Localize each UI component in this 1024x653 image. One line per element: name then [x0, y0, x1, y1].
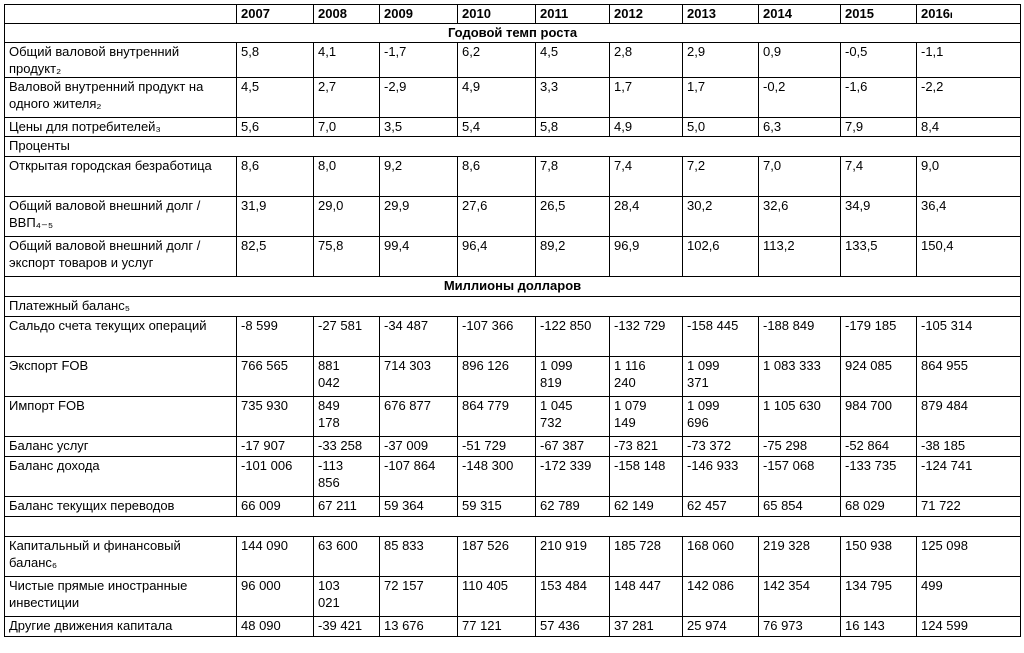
value-cell-2009: -37 009 — [380, 437, 458, 457]
value-cell-2010: 27,6 — [458, 197, 536, 237]
value-cell-2012: 62 149 — [610, 497, 683, 517]
value-cell-2015: 133,5 — [841, 237, 917, 277]
value-cell-2014: 32,6 — [759, 197, 841, 237]
value-cell-2010: 4,9 — [458, 78, 536, 118]
value-cell-2009: -34 487 — [380, 317, 458, 357]
value-cell-2015: 34,9 — [841, 197, 917, 237]
year-header-2016: 2016ₗ — [917, 5, 1021, 24]
value-cell-2014: 6,3 — [759, 118, 841, 137]
value-cell-2009: -107 864 — [380, 457, 458, 497]
group-label-row — [5, 297, 1021, 317]
value-cell-2016: 150,4 — [917, 237, 1021, 277]
economic-indicators-table — [4, 4, 1021, 637]
value-cell-2008: 8,0 — [314, 157, 380, 197]
value-cell-2013: 168 060 — [683, 537, 759, 577]
value-cell-2013: 102,6 — [683, 237, 759, 277]
value-cell-2015: -1,6 — [841, 78, 917, 118]
value-cell-2010: 6,2 — [458, 43, 536, 78]
value-cell-2007: 31,9 — [237, 197, 314, 237]
year-header-2009: 2009 — [380, 5, 458, 24]
value-cell-2009: 13 676 — [380, 617, 458, 637]
value-cell-2015: 7,9 — [841, 118, 917, 137]
value-cell-2014: 219 328 — [759, 537, 841, 577]
value-cell-2011: 26,5 — [536, 197, 610, 237]
value-cell-2012: 148 447 — [610, 577, 683, 617]
row-label: Открытая городская безработица — [5, 157, 237, 197]
table-row — [5, 237, 1021, 277]
value-cell-2015: 16 143 — [841, 617, 917, 637]
value-cell-2010: -148 300 — [458, 457, 536, 497]
value-cell-2013: 62 457 — [683, 497, 759, 517]
value-cell-2011: 210 919 — [536, 537, 610, 577]
year-header-2014: 2014 — [759, 5, 841, 24]
value-cell-2012: -132 729 — [610, 317, 683, 357]
value-cell-2016: -124 741 — [917, 457, 1021, 497]
value-cell-2010: 59 315 — [458, 497, 536, 517]
value-cell-2009: 9,2 — [380, 157, 458, 197]
group-label: Платежный баланс₅ — [5, 297, 1021, 317]
value-cell-2009: 59 364 — [380, 497, 458, 517]
value-cell-2012: 185 728 — [610, 537, 683, 577]
value-cell-2011: -172 339 — [536, 457, 610, 497]
value-cell-2013: 7,2 — [683, 157, 759, 197]
value-cell-2014: -188 849 — [759, 317, 841, 357]
value-cell-2014: -75 298 — [759, 437, 841, 457]
year-header-2011: 2011 — [536, 5, 610, 24]
value-cell-2011: 5,8 — [536, 118, 610, 137]
value-cell-2009: 99,4 — [380, 237, 458, 277]
table-row — [5, 397, 1021, 437]
row-label: Экспорт FOB — [5, 357, 237, 397]
value-cell-2013: 30,2 — [683, 197, 759, 237]
row-label: Общий валовой внешний долг / экспорт товаров и услуг — [5, 237, 237, 277]
value-cell-2011: 153 484 — [536, 577, 610, 617]
table-row — [5, 78, 1021, 118]
value-cell-2009: 85 833 — [380, 537, 458, 577]
table-row — [5, 437, 1021, 457]
value-cell-2016: 125 098 — [917, 537, 1021, 577]
group-label: Проценты — [5, 137, 1021, 157]
value-cell-2009: 676 877 — [380, 397, 458, 437]
year-header-2010: 2010 — [458, 5, 536, 24]
table-row — [5, 43, 1021, 78]
section-header-row — [5, 24, 1021, 43]
row-label: Баланс дохода — [5, 457, 237, 497]
row-label: Цены для потребителей₃ — [5, 118, 237, 137]
value-cell-2015: 984 700 — [841, 397, 917, 437]
value-cell-2015: 134 795 — [841, 577, 917, 617]
value-cell-2014: 142 354 — [759, 577, 841, 617]
value-cell-2016: 9,0 — [917, 157, 1021, 197]
value-cell-2014: 113,2 — [759, 237, 841, 277]
document-page — [4, 4, 1021, 637]
value-cell-2013: -73 372 — [683, 437, 759, 457]
table-row — [5, 197, 1021, 237]
value-cell-2013: 25 974 — [683, 617, 759, 637]
value-cell-2010: 187 526 — [458, 537, 536, 577]
header-corner — [5, 5, 237, 24]
value-cell-2009: 29,9 — [380, 197, 458, 237]
value-cell-2013: 1 099 696 — [683, 397, 759, 437]
value-cell-2010: 77 121 — [458, 617, 536, 637]
value-cell-2007: -8 599 — [237, 317, 314, 357]
value-cell-2008: 75,8 — [314, 237, 380, 277]
table-row — [5, 497, 1021, 517]
value-cell-2016: -1,1 — [917, 43, 1021, 78]
value-cell-2009: 3,5 — [380, 118, 458, 137]
value-cell-2011: 3,3 — [536, 78, 610, 118]
table-row — [5, 617, 1021, 637]
value-cell-2010: 864 779 — [458, 397, 536, 437]
value-cell-2010: 896 126 — [458, 357, 536, 397]
value-cell-2013: 1,7 — [683, 78, 759, 118]
value-cell-2012: 4,9 — [610, 118, 683, 137]
value-cell-2011: 7,8 — [536, 157, 610, 197]
value-cell-2008: 4,1 — [314, 43, 380, 78]
value-cell-2013: 2,9 — [683, 43, 759, 78]
value-cell-2008: 7,0 — [314, 118, 380, 137]
value-cell-2009: -2,9 — [380, 78, 458, 118]
value-cell-2010: -51 729 — [458, 437, 536, 457]
value-cell-2016: -105 314 — [917, 317, 1021, 357]
value-cell-2016: 71 722 — [917, 497, 1021, 517]
value-cell-2012: 1,7 — [610, 78, 683, 118]
value-cell-2014: -0,2 — [759, 78, 841, 118]
value-cell-2008: -27 581 — [314, 317, 380, 357]
group-label-row — [5, 137, 1021, 157]
value-cell-2007: -101 006 — [237, 457, 314, 497]
year-header-2015: 2015 — [841, 5, 917, 24]
row-label: Баланс текущих переводов — [5, 497, 237, 517]
value-cell-2009: -1,7 — [380, 43, 458, 78]
value-cell-2008: -33 258 — [314, 437, 380, 457]
value-cell-2011: 4,5 — [536, 43, 610, 78]
value-cell-2007: 96 000 — [237, 577, 314, 617]
value-cell-2007: 8,6 — [237, 157, 314, 197]
value-cell-2008: 881 042 — [314, 357, 380, 397]
value-cell-2015: 924 085 — [841, 357, 917, 397]
year-header-2007: 2007 — [237, 5, 314, 24]
value-cell-2008: 67 211 — [314, 497, 380, 517]
row-label: Общий валовой внутренний продукт₂ — [5, 43, 237, 78]
value-cell-2010: 5,4 — [458, 118, 536, 137]
value-cell-2014: 65 854 — [759, 497, 841, 517]
value-cell-2011: 57 436 — [536, 617, 610, 637]
value-cell-2012: -158 148 — [610, 457, 683, 497]
value-cell-2016: 8,4 — [917, 118, 1021, 137]
value-cell-2011: 62 789 — [536, 497, 610, 517]
empty-cell — [5, 517, 1021, 537]
value-cell-2011: 1 045 732 — [536, 397, 610, 437]
value-cell-2008: 63 600 — [314, 537, 380, 577]
row-label: Баланс услуг — [5, 437, 237, 457]
value-cell-2007: 144 090 — [237, 537, 314, 577]
value-cell-2015: -52 864 — [841, 437, 917, 457]
value-cell-2011: 89,2 — [536, 237, 610, 277]
value-cell-2007: 735 930 — [237, 397, 314, 437]
value-cell-2007: 5,8 — [237, 43, 314, 78]
value-cell-2012: 1 116 240 — [610, 357, 683, 397]
value-cell-2014: 1 083 333 — [759, 357, 841, 397]
value-cell-2012: 2,8 — [610, 43, 683, 78]
row-label: Импорт FOB — [5, 397, 237, 437]
value-cell-2015: -179 185 — [841, 317, 917, 357]
value-cell-2014: -157 068 — [759, 457, 841, 497]
value-cell-2010: 8,6 — [458, 157, 536, 197]
value-cell-2007: 766 565 — [237, 357, 314, 397]
table-row — [5, 157, 1021, 197]
value-cell-2007: 82,5 — [237, 237, 314, 277]
value-cell-2009: 72 157 — [380, 577, 458, 617]
value-cell-2011: -67 387 — [536, 437, 610, 457]
value-cell-2008: 849 178 — [314, 397, 380, 437]
section-title: Миллионы долларов — [5, 277, 1021, 297]
value-cell-2012: 96,9 — [610, 237, 683, 277]
value-cell-2013: 142 086 — [683, 577, 759, 617]
value-cell-2012: 37 281 — [610, 617, 683, 637]
row-label: Общий валовой внешний долг / ВВП₄₋₅ — [5, 197, 237, 237]
section-header-row — [5, 277, 1021, 297]
section-title: Годовой темп роста — [5, 24, 1021, 43]
value-cell-2013: 5,0 — [683, 118, 759, 137]
row-label: Чистые прямые иностранные инвестиции — [5, 577, 237, 617]
value-cell-2012: -73 821 — [610, 437, 683, 457]
value-cell-2011: -122 850 — [536, 317, 610, 357]
row-label: Другие движения капитала — [5, 617, 237, 637]
value-cell-2012: 1 079 149 — [610, 397, 683, 437]
year-header-2012: 2012 — [610, 5, 683, 24]
value-cell-2008: -39 421 — [314, 617, 380, 637]
value-cell-2014: 7,0 — [759, 157, 841, 197]
value-cell-2013: 1 099 371 — [683, 357, 759, 397]
value-cell-2012: 7,4 — [610, 157, 683, 197]
value-cell-2016: 864 955 — [917, 357, 1021, 397]
year-header-2013: 2013 — [683, 5, 759, 24]
value-cell-2007: 5,6 — [237, 118, 314, 137]
empty-row — [5, 517, 1021, 537]
value-cell-2007: 48 090 — [237, 617, 314, 637]
row-label: Капитальный и финансовый баланс₆ — [5, 537, 237, 577]
value-cell-2015: 150 938 — [841, 537, 917, 577]
table-row — [5, 577, 1021, 617]
header-row — [5, 5, 1021, 24]
value-cell-2014: 0,9 — [759, 43, 841, 78]
value-cell-2007: -17 907 — [237, 437, 314, 457]
row-label: Валовой внутренний продукт на одного жителя₂ — [5, 78, 237, 118]
year-header-2008: 2008 — [314, 5, 380, 24]
table-row — [5, 317, 1021, 357]
table-row — [5, 537, 1021, 577]
value-cell-2010: 110 405 — [458, 577, 536, 617]
value-cell-2015: -133 735 — [841, 457, 917, 497]
value-cell-2011: 1 099 819 — [536, 357, 610, 397]
table-row — [5, 457, 1021, 497]
value-cell-2015: -0,5 — [841, 43, 917, 78]
value-cell-2008: 2,7 — [314, 78, 380, 118]
value-cell-2016: 879 484 — [917, 397, 1021, 437]
value-cell-2007: 66 009 — [237, 497, 314, 517]
value-cell-2016: 124 599 — [917, 617, 1021, 637]
value-cell-2010: -107 366 — [458, 317, 536, 357]
value-cell-2007: 4,5 — [237, 78, 314, 118]
value-cell-2009: 714 303 — [380, 357, 458, 397]
value-cell-2010: 96,4 — [458, 237, 536, 277]
value-cell-2016: 499 — [917, 577, 1021, 617]
value-cell-2015: 7,4 — [841, 157, 917, 197]
value-cell-2013: -158 445 — [683, 317, 759, 357]
value-cell-2008: -113 856 — [314, 457, 380, 497]
value-cell-2014: 1 105 630 — [759, 397, 841, 437]
value-cell-2013: -146 933 — [683, 457, 759, 497]
value-cell-2015: 68 029 — [841, 497, 917, 517]
value-cell-2016: -38 185 — [917, 437, 1021, 457]
table-body — [5, 24, 1021, 637]
table-row — [5, 357, 1021, 397]
table-row — [5, 118, 1021, 137]
value-cell-2014: 76 973 — [759, 617, 841, 637]
value-cell-2012: 28,4 — [610, 197, 683, 237]
value-cell-2008: 29,0 — [314, 197, 380, 237]
value-cell-2016: 36,4 — [917, 197, 1021, 237]
row-label: Сальдо счета текущих операций — [5, 317, 237, 357]
value-cell-2016: -2,2 — [917, 78, 1021, 118]
value-cell-2008: 103 021 — [314, 577, 380, 617]
